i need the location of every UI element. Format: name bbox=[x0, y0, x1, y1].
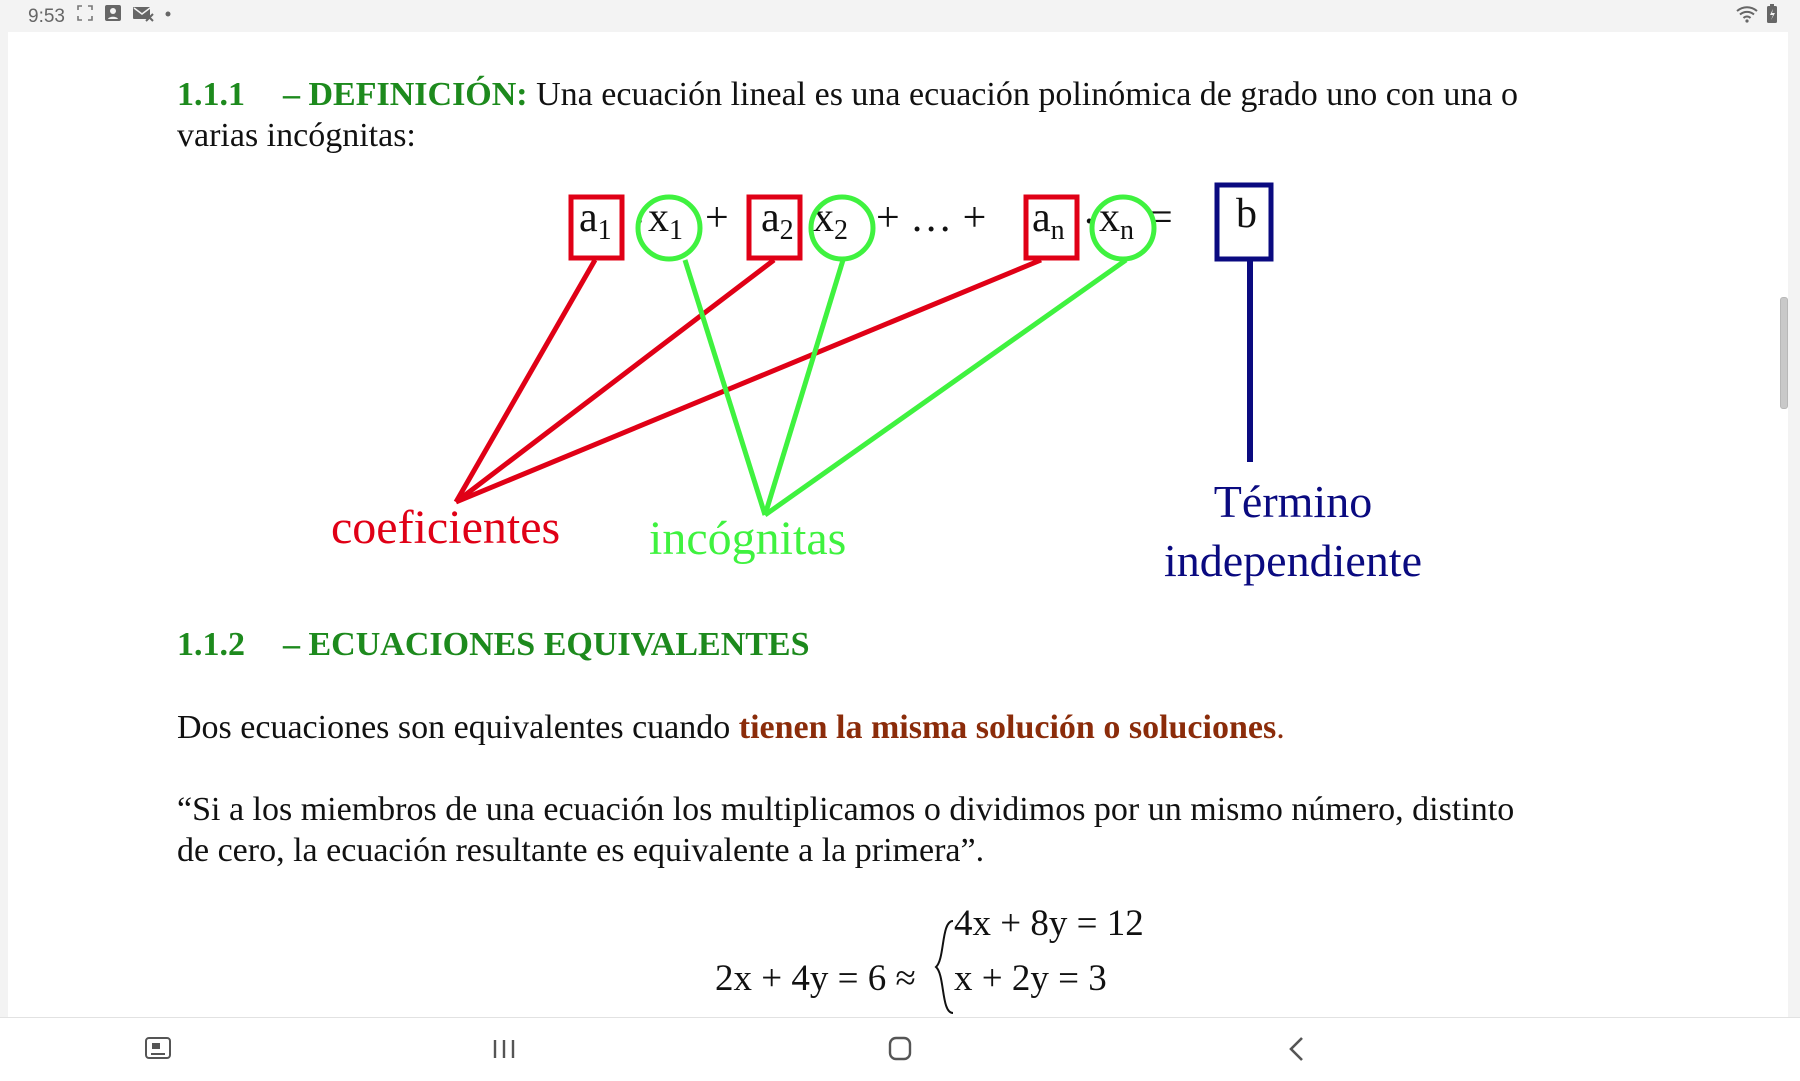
plus-1: + bbox=[705, 195, 729, 241]
term-a2: a2 bbox=[761, 195, 794, 246]
ellipsis: + … + bbox=[876, 195, 987, 241]
definition-text: Una ecuación lineal es una ecuación polinómica de grado uno con una o bbox=[536, 76, 1518, 113]
rule-line-1: “Si a los miembros de una ecuación los multiplicamos o dividimos por un mismo número, distinto bbox=[177, 791, 1515, 828]
status-bar bbox=[0, 0, 1800, 32]
keyboard-switch-icon bbox=[138, 1053, 178, 1070]
rule-line-2: de cero, la ecuación resultante es equivalente a la primera”. bbox=[177, 832, 985, 869]
equals-sign: = bbox=[1149, 195, 1173, 241]
dot-1: . bbox=[634, 187, 645, 233]
status-time: 9:53 bbox=[28, 6, 65, 27]
back-icon bbox=[1278, 1053, 1318, 1070]
equivalence-definition bbox=[177, 707, 1637, 748]
keyboard-switch-button[interactable] bbox=[138, 1032, 178, 1066]
section-number: 1.1.2 bbox=[177, 626, 245, 663]
status-left-icons bbox=[76, 4, 172, 27]
linear-equation-diagram bbox=[8, 32, 1788, 592]
wifi-icon bbox=[1736, 5, 1758, 28]
unknown-connectors bbox=[685, 260, 1126, 515]
term-an: an bbox=[1032, 195, 1065, 246]
system-equation-2: x + 2y = 3 bbox=[954, 958, 1107, 999]
label-unknowns: incógnitas bbox=[649, 512, 847, 565]
back-button[interactable] bbox=[1278, 1032, 1318, 1066]
dot-icon bbox=[164, 4, 172, 27]
document-page[interactable] bbox=[8, 32, 1788, 1017]
equation-left: 2x + 4y = 6 ≈ bbox=[715, 958, 916, 999]
scrollbar-handle[interactable] bbox=[1780, 297, 1788, 409]
home-icon bbox=[880, 1053, 920, 1070]
term-x1: x1 bbox=[648, 195, 683, 246]
term-b: b bbox=[1236, 191, 1257, 237]
equivalence-highlight: tienen la misma solución o soluciones bbox=[738, 709, 1277, 746]
screenshot-frame-icon bbox=[76, 4, 94, 27]
home-button[interactable] bbox=[880, 1032, 920, 1066]
term-x2: x2 bbox=[813, 195, 848, 246]
dot-n: . bbox=[1084, 187, 1095, 233]
recent-apps-icon bbox=[484, 1053, 524, 1070]
section-equivalent-heading bbox=[177, 624, 1637, 665]
term-xn: xn bbox=[1099, 195, 1134, 246]
account-box-icon bbox=[104, 4, 122, 27]
section-heading: – DEFINICIÓN: bbox=[283, 76, 528, 113]
label-coefficients: coeficientes bbox=[331, 501, 561, 554]
definition-line-2: varias incógnitas: bbox=[177, 117, 416, 154]
mail-off-icon bbox=[132, 4, 154, 27]
equivalence-period: . bbox=[1276, 709, 1285, 746]
system-equation-1: 4x + 8y = 12 bbox=[954, 903, 1144, 944]
label-independent-line-1: Término bbox=[1213, 476, 1373, 527]
equivalence-rule bbox=[177, 789, 1647, 871]
section-heading: – ECUACIONES EQUIVALENTES bbox=[283, 626, 810, 663]
battery-icon bbox=[1766, 4, 1778, 29]
label-independent-line-2: independiente bbox=[1163, 535, 1423, 586]
recent-apps-button[interactable] bbox=[484, 1032, 524, 1066]
status-right-icons bbox=[1736, 4, 1778, 29]
term-a1: a1 bbox=[579, 195, 612, 246]
section-number: 1.1.1 bbox=[177, 76, 245, 113]
navigation-bar bbox=[0, 1017, 1800, 1081]
equivalence-text: Dos ecuaciones son equivalentes cuando bbox=[177, 709, 739, 746]
